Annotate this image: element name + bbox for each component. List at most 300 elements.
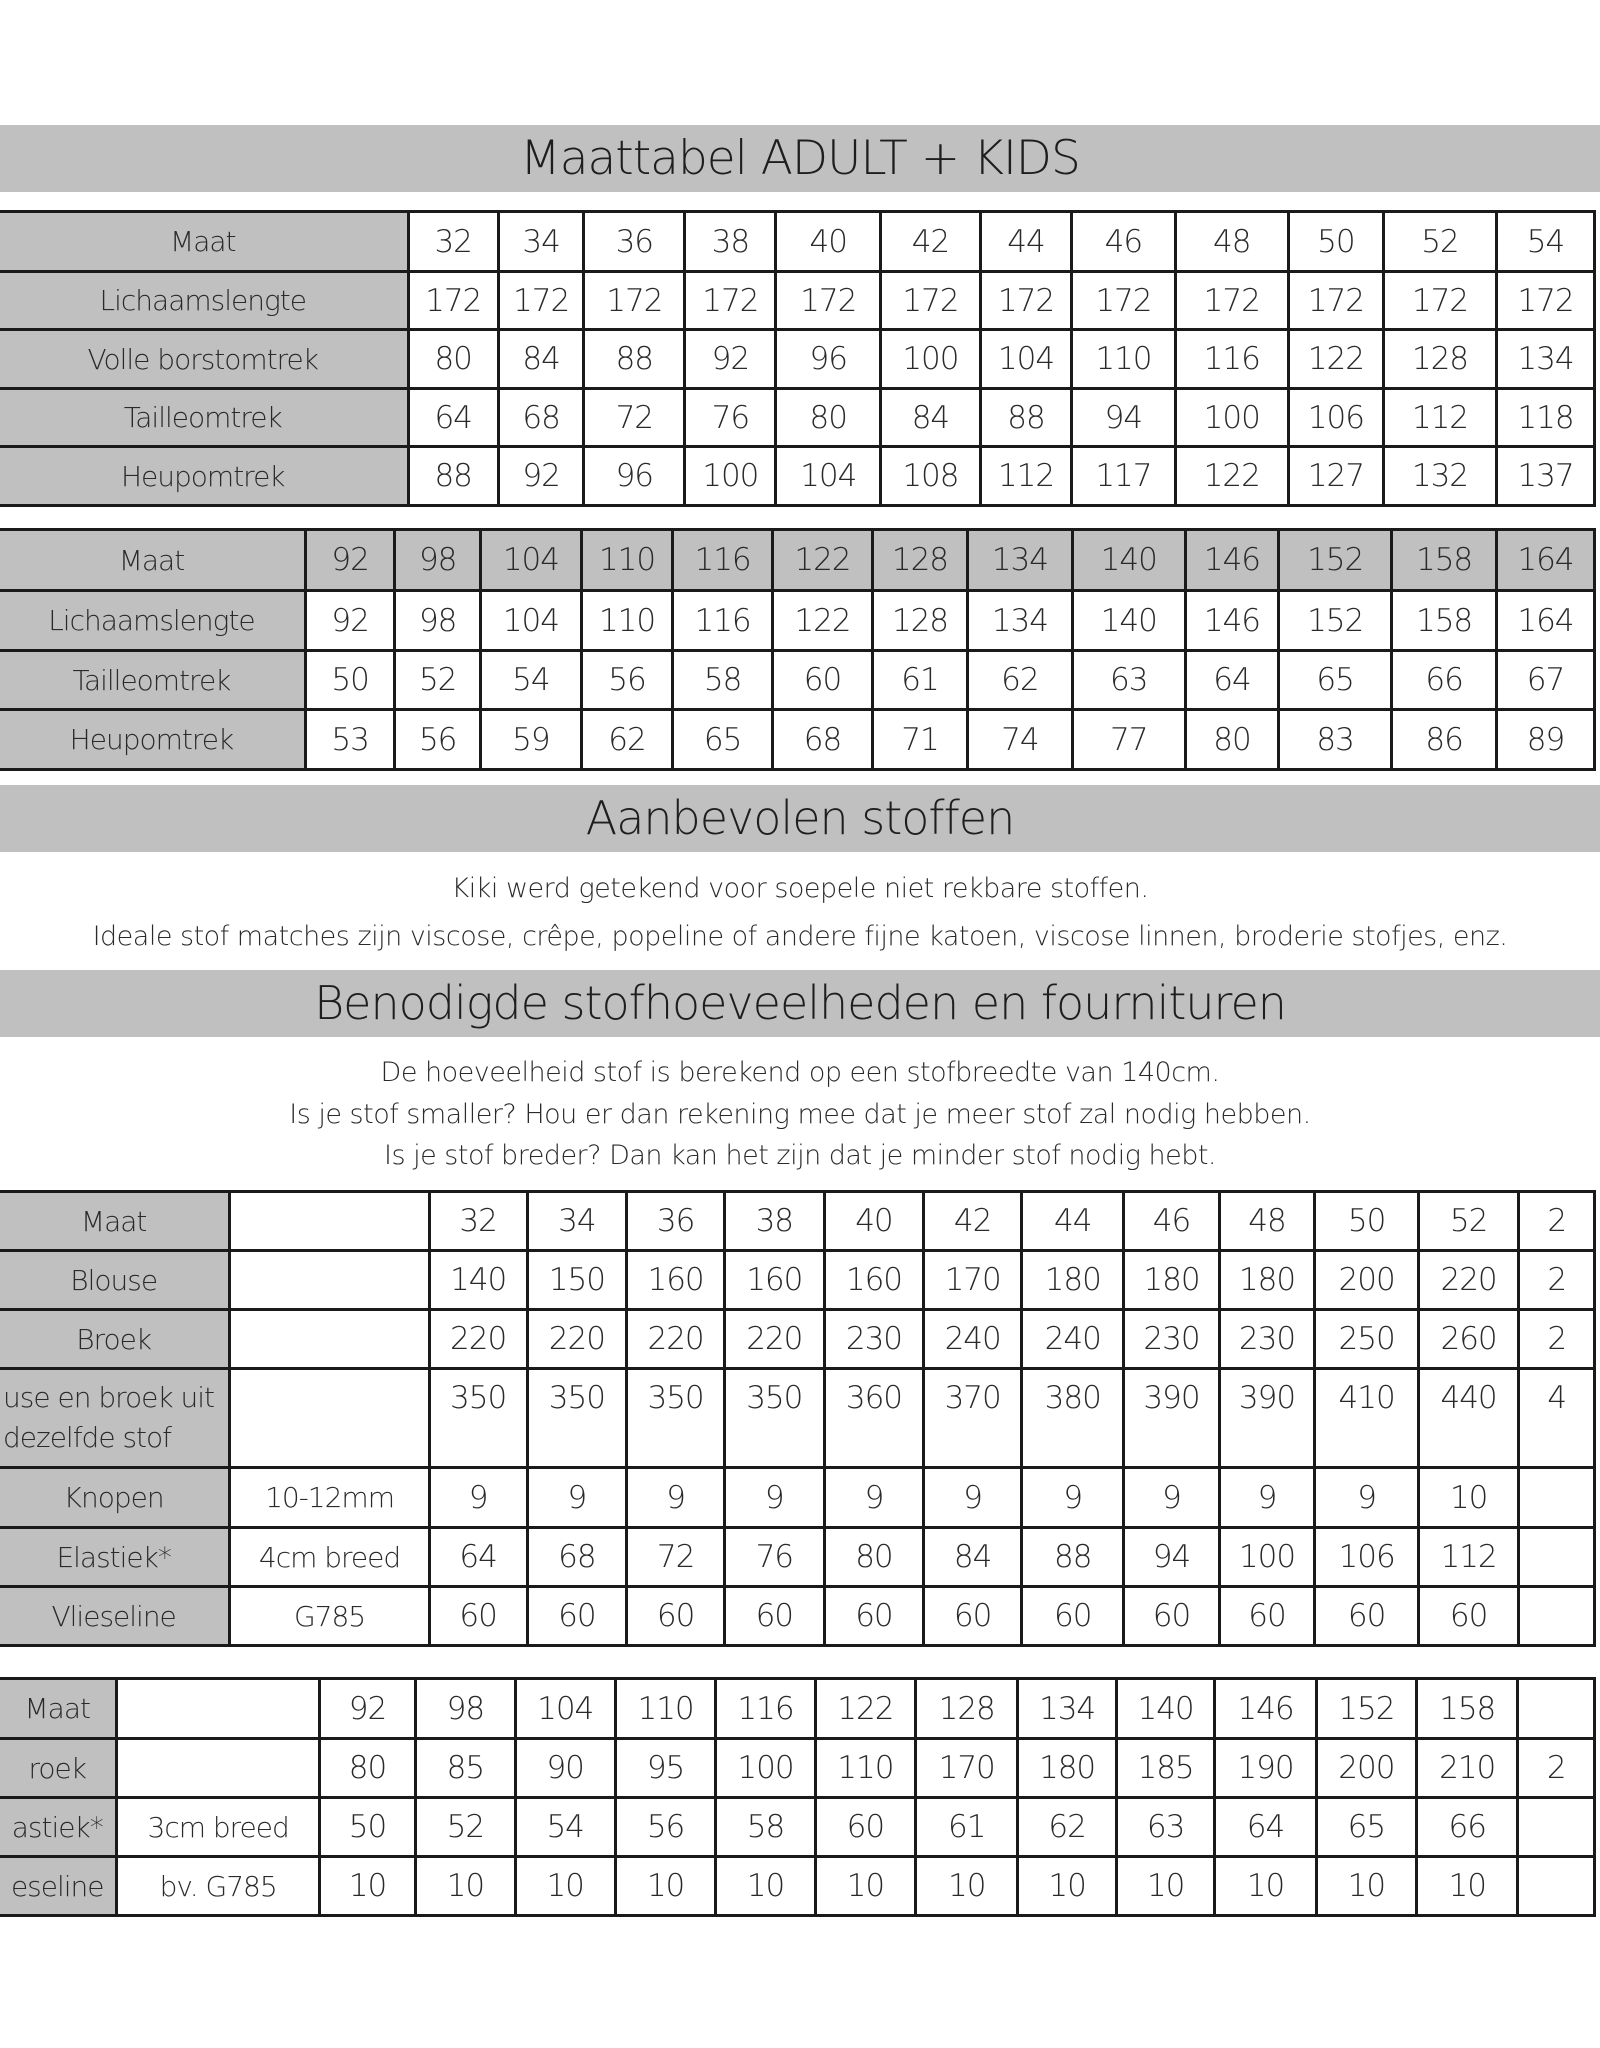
- table-cell: [1518, 1798, 1595, 1857]
- table-cell: 210: [1417, 1739, 1518, 1798]
- table-cell: 350: [627, 1369, 725, 1468]
- table-cell: 146: [1185, 530, 1278, 591]
- table-cell: 10: [1418, 1468, 1519, 1528]
- table-cell: 38: [724, 1192, 824, 1251]
- table-cell: 72: [627, 1528, 725, 1587]
- table-cell: 60: [627, 1587, 725, 1646]
- table-cell: 112: [980, 447, 1071, 506]
- table-cell: 54: [480, 651, 581, 710]
- table-cell: 80: [824, 1528, 924, 1587]
- table-cell: 180: [1022, 1251, 1124, 1310]
- row-label: Knopen: [0, 1468, 230, 1528]
- table-cell: 9: [429, 1468, 527, 1528]
- table-cell: 350: [527, 1369, 627, 1468]
- table-cell: 9: [627, 1468, 725, 1528]
- row-label: Heupomtrek: [0, 710, 305, 770]
- table-cell: 240: [1022, 1310, 1124, 1369]
- adult-size-table-wrapper: [0, 210, 1600, 510]
- table-row: [0, 212, 1595, 272]
- table-cell: 10: [1018, 1857, 1117, 1916]
- table-cell: 56: [395, 710, 481, 770]
- table-cell: 100: [881, 330, 981, 389]
- table-cell: 10: [615, 1857, 715, 1916]
- table-cell: 140: [1072, 530, 1185, 591]
- table-row: [0, 651, 1595, 710]
- row-label: Broek: [0, 1310, 230, 1369]
- table-cell: 9: [1315, 1468, 1418, 1528]
- table-row: [0, 1310, 1595, 1369]
- row-label: Tailleomtrek: [0, 389, 408, 447]
- table-cell: 54: [1496, 212, 1594, 272]
- table-cell: 9: [824, 1468, 924, 1528]
- recommended-fabrics-line-2: Ideale stof matches zijn viscose, crêpe, popeline of andere fijne katoen, viscose linnen, broderie stofjes, enz.: [92, 921, 1508, 952]
- table-cell: 127: [1288, 447, 1383, 506]
- table-cell: [1519, 1468, 1595, 1528]
- table-cell: 4: [1519, 1369, 1595, 1468]
- table-cell: 160: [724, 1251, 824, 1310]
- row-label: Lichaamslengte: [0, 272, 408, 330]
- table-cell: 134: [968, 591, 1073, 651]
- table-cell: 48: [1219, 1192, 1315, 1251]
- table-cell: 128: [916, 1679, 1018, 1739]
- table-row: [0, 1192, 1595, 1251]
- row-label: Maat: [0, 1192, 230, 1251]
- table-cell: 34: [527, 1192, 627, 1251]
- table-cell: 60: [429, 1587, 527, 1646]
- table-cell: 230: [1219, 1310, 1315, 1369]
- row-note: [230, 1192, 429, 1251]
- table-cell: 104: [776, 447, 881, 506]
- table-cell: 172: [1072, 272, 1176, 330]
- table-cell: 9: [527, 1468, 627, 1528]
- row-label: Maat: [0, 1679, 117, 1739]
- table-cell: 84: [498, 330, 584, 389]
- table-cell: 104: [515, 1679, 615, 1739]
- table-cell: 60: [1418, 1587, 1519, 1646]
- table-cell: 54: [515, 1798, 615, 1857]
- table-row: [0, 1528, 1595, 1587]
- kids-size-table: [0, 528, 1596, 771]
- table-cell: 88: [584, 330, 685, 389]
- table-cell: 77: [1072, 710, 1185, 770]
- table-cell: 34: [498, 212, 584, 272]
- table-cell: 68: [527, 1528, 627, 1587]
- table-cell: 58: [716, 1798, 815, 1857]
- table-cell: 137: [1496, 447, 1594, 506]
- table-cell: 53: [305, 710, 394, 770]
- table-cell: 98: [395, 591, 481, 651]
- table-cell: 71: [872, 710, 967, 770]
- table-cell: 72: [584, 389, 685, 447]
- table-cell: 60: [924, 1587, 1022, 1646]
- table-row: [0, 389, 1595, 447]
- table-cell: 146: [1215, 1679, 1316, 1739]
- table-cell: 58: [673, 651, 773, 710]
- table-cell: 66: [1417, 1798, 1518, 1857]
- table-cell: 172: [685, 272, 776, 330]
- table-cell: 110: [615, 1679, 715, 1739]
- recommended-fabrics-line-1: Kiki werd getekend voor soepele niet rekbare stoffen.: [451, 873, 1149, 904]
- table-cell: 350: [429, 1369, 527, 1468]
- table-cell: 160: [824, 1251, 924, 1310]
- table-cell: 106: [1288, 389, 1383, 447]
- table-cell: 116: [673, 591, 773, 651]
- table-cell: 152: [1279, 530, 1392, 591]
- table-cell: 110: [1072, 330, 1176, 389]
- table-cell: 112: [1418, 1528, 1519, 1587]
- table-cell: 9: [924, 1468, 1022, 1528]
- table-cell: 172: [776, 272, 881, 330]
- table-cell: 164: [1496, 591, 1594, 651]
- table-cell: 65: [673, 710, 773, 770]
- table-row: [0, 1798, 1595, 1857]
- table-cell: 98: [416, 1679, 515, 1739]
- table-cell: 10: [416, 1857, 515, 1916]
- table-cell: 350: [724, 1369, 824, 1468]
- table-cell: 172: [1288, 272, 1383, 330]
- table-cell: 60: [824, 1587, 924, 1646]
- table-cell: 46: [1072, 212, 1176, 272]
- row-note: [230, 1251, 429, 1310]
- table-cell: 106: [1315, 1528, 1418, 1587]
- row-label: eseline: [0, 1857, 117, 1916]
- table-cell: 60: [1219, 1587, 1315, 1646]
- table-cell: 116: [673, 530, 773, 591]
- table-cell: 67: [1496, 651, 1594, 710]
- table-row: [0, 591, 1595, 651]
- table-cell: 132: [1383, 447, 1496, 506]
- table-cell: 64: [408, 389, 498, 447]
- kids-fabric-table-wrapper: [0, 1677, 1600, 1917]
- table-cell: 10: [916, 1857, 1018, 1916]
- table-cell: 44: [1022, 1192, 1124, 1251]
- table-cell: 170: [916, 1739, 1018, 1798]
- table-cell: 92: [305, 530, 394, 591]
- table-cell: 56: [615, 1798, 715, 1857]
- table-cell: 38: [685, 212, 776, 272]
- table-cell: 74: [968, 710, 1073, 770]
- table-cell: 64: [1215, 1798, 1316, 1857]
- table-cell: 220: [527, 1310, 627, 1369]
- table-cell: 88: [408, 447, 498, 506]
- table-cell: 134: [1496, 330, 1594, 389]
- table-cell: 85: [416, 1739, 515, 1798]
- table-cell: [1519, 1587, 1595, 1646]
- row-label: Maat: [0, 530, 305, 591]
- table-cell: 116: [1175, 330, 1288, 389]
- table-cell: 59: [480, 710, 581, 770]
- table-cell: 95: [615, 1739, 715, 1798]
- table-cell: 180: [1124, 1251, 1219, 1310]
- table-cell: 50: [1315, 1192, 1418, 1251]
- table-cell: 66: [1392, 651, 1497, 710]
- table-cell: 62: [968, 651, 1073, 710]
- table-cell: 110: [581, 591, 672, 651]
- table-cell: 10: [815, 1857, 915, 1916]
- table-cell: 63: [1116, 1798, 1215, 1857]
- table-cell: 92: [685, 330, 776, 389]
- table-cell: 64: [1185, 651, 1278, 710]
- table-cell: 52: [416, 1798, 515, 1857]
- table-row: [0, 1587, 1595, 1646]
- table-cell: 52: [395, 651, 481, 710]
- table-cell: 10: [319, 1857, 415, 1916]
- kids-fabric-table: [0, 1677, 1596, 1917]
- table-cell: 62: [581, 710, 672, 770]
- table-cell: 108: [881, 447, 981, 506]
- table-cell: 46: [1124, 1192, 1219, 1251]
- table-row: [0, 330, 1595, 389]
- row-label: Tailleomtrek: [0, 651, 305, 710]
- table-cell: 94: [1072, 389, 1176, 447]
- table-cell: 152: [1279, 591, 1392, 651]
- table-cell: 122: [815, 1679, 915, 1739]
- table-cell: 10: [716, 1857, 815, 1916]
- table-cell: 158: [1392, 591, 1497, 651]
- row-label: Vlieseline: [0, 1587, 230, 1646]
- row-note: bv. G785: [117, 1857, 319, 1916]
- table-row: [0, 447, 1595, 506]
- row-note: [230, 1369, 429, 1468]
- row-label: Lichaamslengte: [0, 591, 305, 651]
- table-cell: [1519, 1528, 1595, 1587]
- table-cell: 390: [1124, 1369, 1219, 1468]
- table-cell: 76: [685, 389, 776, 447]
- table-cell: 61: [872, 651, 967, 710]
- table-cell: 65: [1279, 651, 1392, 710]
- table-cell: 52: [1383, 212, 1496, 272]
- table-cell: 92: [319, 1679, 415, 1739]
- table-cell: 65: [1316, 1798, 1416, 1857]
- table-cell: 68: [773, 710, 873, 770]
- row-note: 10-12mm: [230, 1468, 429, 1528]
- table-cell: 2: [1518, 1739, 1595, 1798]
- table-cell: 190: [1215, 1739, 1316, 1798]
- table-cell: 56: [581, 651, 672, 710]
- table-cell: 68: [498, 389, 584, 447]
- adult-fabric-table: [0, 1190, 1596, 1647]
- fabric-requirements-line-3: Is je stof breder? Dan kan het zijn dat je minder stof nodig hebt.: [383, 1140, 1217, 1171]
- table-row: [0, 1251, 1595, 1310]
- table-cell: 122: [773, 591, 873, 651]
- table-cell: 9: [1219, 1468, 1315, 1528]
- table-row: [0, 710, 1595, 770]
- table-cell: 128: [872, 530, 967, 591]
- table-cell: 146: [1185, 591, 1278, 651]
- table-cell: 52: [1418, 1192, 1519, 1251]
- table-cell: 42: [881, 212, 981, 272]
- table-cell: 61: [916, 1798, 1018, 1857]
- fabric-requirements-line-1: De hoeveelheid stof is berekend op een stofbreedte van 140cm.: [380, 1057, 1220, 1088]
- row-note: 4cm breed: [230, 1528, 429, 1587]
- table-row: [0, 530, 1595, 591]
- row-note: 3cm breed: [117, 1798, 319, 1857]
- table-cell: 80: [1185, 710, 1278, 770]
- table-cell: 440: [1418, 1369, 1519, 1468]
- table-cell: 134: [968, 530, 1073, 591]
- table-cell: 200: [1315, 1251, 1418, 1310]
- table-cell: 152: [1316, 1679, 1416, 1739]
- table-cell: 64: [429, 1528, 527, 1587]
- table-cell: 92: [305, 591, 394, 651]
- table-cell: 158: [1392, 530, 1497, 591]
- table-cell: 50: [305, 651, 394, 710]
- table-cell: 60: [527, 1587, 627, 1646]
- table-cell: 110: [581, 530, 672, 591]
- row-label: roek: [0, 1739, 117, 1798]
- table-cell: 36: [584, 212, 685, 272]
- table-cell: 118: [1496, 389, 1594, 447]
- table-row: [0, 1369, 1595, 1468]
- table-cell: 10: [1116, 1857, 1215, 1916]
- table-row: [0, 1679, 1595, 1739]
- table-cell: 172: [1383, 272, 1496, 330]
- table-cell: 116: [716, 1679, 815, 1739]
- table-cell: 164: [1496, 530, 1594, 591]
- table-cell: 60: [773, 651, 873, 710]
- table-cell: 112: [1383, 389, 1496, 447]
- table-cell: 200: [1316, 1739, 1416, 1798]
- table-cell: 10: [1316, 1857, 1416, 1916]
- table-cell: 83: [1279, 710, 1392, 770]
- table-cell: 370: [924, 1369, 1022, 1468]
- table-cell: 84: [881, 389, 981, 447]
- table-cell: 40: [824, 1192, 924, 1251]
- table-row: [0, 1468, 1595, 1528]
- table-cell: 32: [429, 1192, 527, 1251]
- table-cell: 220: [724, 1310, 824, 1369]
- table-cell: 62: [1018, 1798, 1117, 1857]
- row-note: G785: [230, 1587, 429, 1646]
- row-note: [230, 1310, 429, 1369]
- table-cell: 410: [1315, 1369, 1418, 1468]
- table-row: [0, 1857, 1595, 1916]
- row-label: use en broek uit dezelfde stof: [0, 1369, 230, 1468]
- table-cell: 9: [1022, 1468, 1124, 1528]
- row-label: Blouse: [0, 1251, 230, 1310]
- table-cell: 2: [1519, 1251, 1595, 1310]
- table-cell: 122: [773, 530, 873, 591]
- table-cell: 240: [924, 1310, 1022, 1369]
- table-cell: 140: [1072, 591, 1185, 651]
- table-cell: 89: [1496, 710, 1594, 770]
- table-cell: 180: [1018, 1739, 1117, 1798]
- table-cell: 94: [1124, 1528, 1219, 1587]
- table-cell: 44: [980, 212, 1071, 272]
- table-cell: 90: [515, 1739, 615, 1798]
- table-cell: 36: [627, 1192, 725, 1251]
- table-cell: 170: [924, 1251, 1022, 1310]
- table-cell: 380: [1022, 1369, 1124, 1468]
- table-cell: 140: [1116, 1679, 1215, 1739]
- table-cell: 104: [980, 330, 1071, 389]
- table-cell: 60: [1315, 1587, 1418, 1646]
- table-cell: 220: [627, 1310, 725, 1369]
- table-cell: 140: [429, 1251, 527, 1310]
- table-cell: 150: [527, 1251, 627, 1310]
- table-cell: 100: [716, 1739, 815, 1798]
- table-cell: 160: [627, 1251, 725, 1310]
- table-cell: 117: [1072, 447, 1176, 506]
- table-cell: 63: [1072, 651, 1185, 710]
- table-cell: 10: [1215, 1857, 1316, 1916]
- table-cell: 60: [724, 1587, 824, 1646]
- table-cell: [1518, 1857, 1595, 1916]
- table-cell: 96: [776, 330, 881, 389]
- table-cell: 80: [776, 389, 881, 447]
- table-cell: 2: [1519, 1192, 1595, 1251]
- table-cell: 40: [776, 212, 881, 272]
- table-cell: 172: [584, 272, 685, 330]
- adult-fabric-table-wrapper: [0, 1190, 1600, 1650]
- table-cell: 172: [498, 272, 584, 330]
- table-cell: 50: [319, 1798, 415, 1857]
- table-row: [0, 1739, 1595, 1798]
- row-note: [117, 1739, 319, 1798]
- table-cell: 60: [1022, 1587, 1124, 1646]
- row-label: Volle borstomtrek: [0, 330, 408, 389]
- row-label: astiek*: [0, 1798, 117, 1857]
- row-note: [117, 1679, 319, 1739]
- table-cell: 96: [584, 447, 685, 506]
- table-cell: 10: [515, 1857, 615, 1916]
- table-cell: 80: [408, 330, 498, 389]
- table-cell: 50: [1288, 212, 1383, 272]
- adult-size-table: [0, 210, 1596, 507]
- table-cell: 185: [1116, 1739, 1215, 1798]
- table-row: [0, 272, 1595, 330]
- table-cell: 230: [1124, 1310, 1219, 1369]
- table-cell: 128: [1383, 330, 1496, 389]
- table-cell: 2: [1519, 1310, 1595, 1369]
- table-cell: 104: [480, 591, 581, 651]
- table-cell: 172: [1175, 272, 1288, 330]
- table-cell: 104: [480, 530, 581, 591]
- table-cell: 88: [1022, 1528, 1124, 1587]
- table-cell: 9: [724, 1468, 824, 1528]
- table-cell: 100: [685, 447, 776, 506]
- table-cell: 42: [924, 1192, 1022, 1251]
- recommended-fabrics-title: Aanbevolen stoffen: [0, 785, 1600, 852]
- fabric-requirements-title: Benodigde stofhoeveelheden en fournituren: [0, 970, 1600, 1037]
- table-cell: 158: [1417, 1679, 1518, 1739]
- table-cell: 172: [881, 272, 981, 330]
- table-cell: 98: [395, 530, 481, 591]
- fabric-requirements-line-2: Is je stof smaller? Hou er dan rekening mee dat je meer stof zal nodig hebben.: [289, 1099, 1311, 1130]
- table-cell: 60: [1124, 1587, 1219, 1646]
- table-cell: 390: [1219, 1369, 1315, 1468]
- table-cell: 180: [1219, 1251, 1315, 1310]
- table-cell: 100: [1219, 1528, 1315, 1587]
- table-cell: 110: [815, 1739, 915, 1798]
- table-cell: 134: [1018, 1679, 1117, 1739]
- size-chart-title: Maattabel ADULT + KIDS: [0, 125, 1600, 192]
- row-label: Heupomtrek: [0, 447, 408, 506]
- table-cell: 32: [408, 212, 498, 272]
- table-cell: 122: [1175, 447, 1288, 506]
- table-cell: 172: [408, 272, 498, 330]
- table-cell: 360: [824, 1369, 924, 1468]
- table-cell: 220: [429, 1310, 527, 1369]
- table-cell: 9: [1124, 1468, 1219, 1528]
- row-label: Elastiek*: [0, 1528, 230, 1587]
- table-cell: 172: [980, 272, 1071, 330]
- table-cell: 230: [824, 1310, 924, 1369]
- table-cell: 86: [1392, 710, 1497, 770]
- table-cell: 60: [815, 1798, 915, 1857]
- table-cell: 92: [498, 447, 584, 506]
- table-cell: 80: [319, 1739, 415, 1798]
